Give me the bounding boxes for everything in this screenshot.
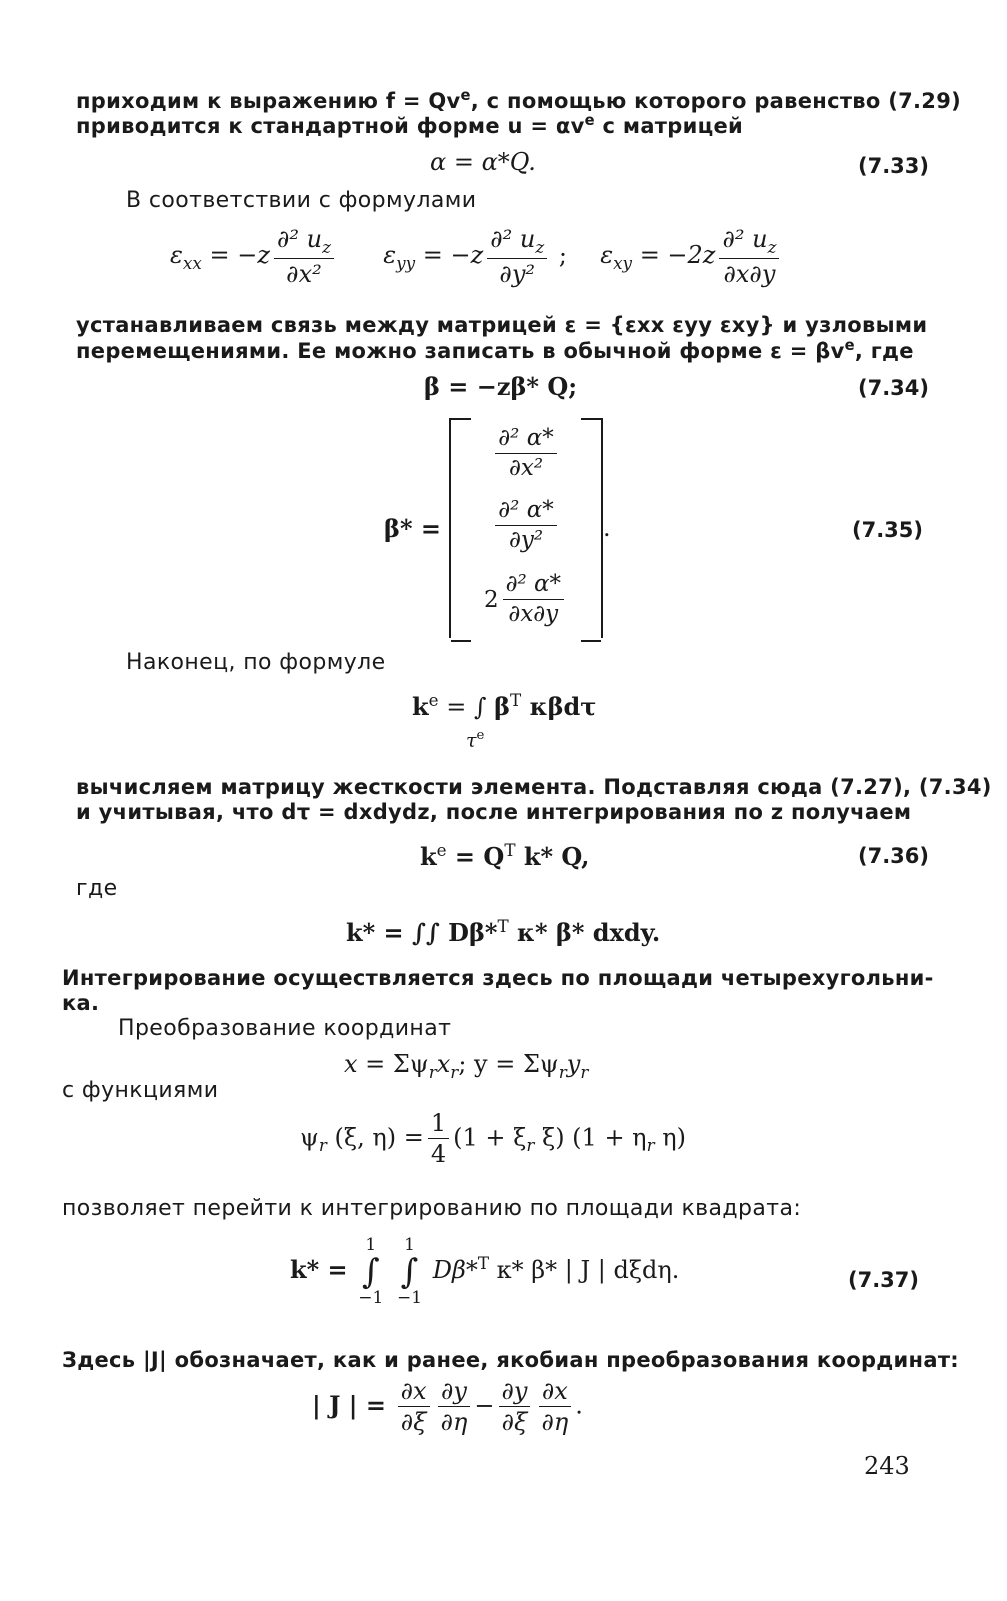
matrix-row-1: $\frac{\text{∂² α*}}{\text{∂x²}}$	[451, 426, 601, 482]
matrix-row-2: $\frac{\text{∂² α*}}{\text{∂y²}}$	[451, 498, 601, 554]
equation-psi: $\psi_r$ (ξ, η) = $\frac{1}{4}$ ($1 + \xi_r$ ξ) ($1 + \eta_r$ η)	[300, 1109, 686, 1169]
paragraph-1-line-2: приводится к стандартной форме $u = \alpha v^e$ с матрицей	[76, 112, 744, 138]
equation-number-7-35: (7.35)	[852, 518, 924, 542]
matrix-row-3: 2 $\frac{\text{∂² α*}}{\partial x\partial y}$	[451, 572, 601, 628]
strain-eyy: $\varepsilon_{yy} = -z$ $\frac{\partial^2 u_z}{\text{∂y²}}$	[383, 241, 551, 269]
paragraph-6: где	[76, 876, 118, 901]
paragraph-5-line-2: и учитывая, что dτ = dxdydz, после интегрирования по z получаем	[76, 800, 912, 824]
paragraph-9: с функциями	[62, 1078, 219, 1103]
equation-ke-limit: $\tau^e$	[466, 728, 485, 752]
equation-number-7-33: (7.33)	[858, 154, 930, 178]
strain-formulas: $\varepsilon_{xx} = -z$ $\frac{\partial^2 u_z}{\text{∂x²}}$ $\varepsilon_{yy} = -z$ $\frac{\partial^2 u_z}{\text{∂y²}}$ ; $\varepsilon_{xy} = -2z$ $\frac{\partial^2 u_z}{\partial x\partial y}$	[170, 226, 783, 288]
integral-2: 1 ∫ −1	[397, 1235, 423, 1308]
paragraph-1-line-1: приходим к выражению $f = Qv^e$, с помощью которого равенство (7.29)	[76, 87, 962, 113]
paragraph-11: Здесь |J| обозначает, как и ранее, якобиан преобразования координат:	[62, 1348, 959, 1372]
paragraph-7-line-2: ка.	[62, 991, 100, 1015]
equation-7-36: $k^e = Q^T$ k* Q,	[420, 840, 590, 871]
paragraph-8: Преобразование координат	[118, 1016, 452, 1041]
equation-7-35-period: .	[603, 514, 611, 542]
equation-number-7-34: (7.34)	[858, 376, 930, 400]
integral-1: 1 ∫ −1	[358, 1235, 384, 1308]
equation-number-7-37: (7.37)	[848, 1268, 920, 1292]
equation-7-37: k* = 1 ∫ −1 1 ∫ −1 Dβ*$^T$ κ* β* | J | dξdη.	[290, 1235, 680, 1308]
equation-number-7-36: (7.36)	[858, 844, 930, 868]
equation-7-35-lhs: β* =	[384, 514, 441, 543]
paragraph-3-line-2: перемещениями. Ее можно записать в обычной форме $\varepsilon = \beta v^e$, где	[76, 337, 914, 363]
beta-star-matrix	[449, 418, 603, 638]
page-number: 243	[864, 1452, 910, 1480]
strain-exx: $\varepsilon_{xx} = -z$ $\frac{\partial^2 u_z}{\text{∂x²}}$	[170, 241, 338, 269]
equation-7-34: β = −zβ* Q;	[424, 372, 578, 401]
paragraph-5-line-1: вычисляем матрицу жесткости элемента. Подставляя сюда (7.27), (7.34)	[76, 775, 992, 799]
paragraph-2: В соответствии с формулами	[126, 188, 477, 213]
paragraph-4: Наконец, по формуле	[126, 650, 386, 675]
paragraph-3-line-1: устанавливаем связь между матрицей ε = {εxx εyy εxy} и узловыми	[76, 313, 928, 337]
equation-ke: $k^e$ = ∫ $\beta^T$ κβdτ	[412, 690, 597, 721]
equation-7-33: α = α*Q.	[430, 148, 536, 176]
equation-jacobian: | J | = $\frac{\partial x}{\partial\xi}$ $\frac{\partial y}{\partial\eta}$ − $\frac{\partial y}{\partial\xi}$ $\frac{\partial x}{\partial\eta}$ .	[312, 1377, 583, 1437]
paragraph-7-line-1: Интегрирование осуществляется здесь по площади четырехугольни-	[62, 966, 934, 990]
equation-coordinate-transform: $x = \Sigma\psi_rx_r$; $y = \Sigma\psi_ry_r$	[344, 1050, 589, 1082]
equation-kstar: k* = ∫∫ Dβ*$^T$ κ* β* dxdy.	[346, 916, 661, 947]
strain-exy: $\varepsilon_{xy} = -2z$ $\frac{\partial^2 u_z}{\partial x\partial y}$	[600, 241, 783, 269]
paragraph-10: позволяет перейти к интегрированию по площади квадрата:	[62, 1196, 802, 1221]
